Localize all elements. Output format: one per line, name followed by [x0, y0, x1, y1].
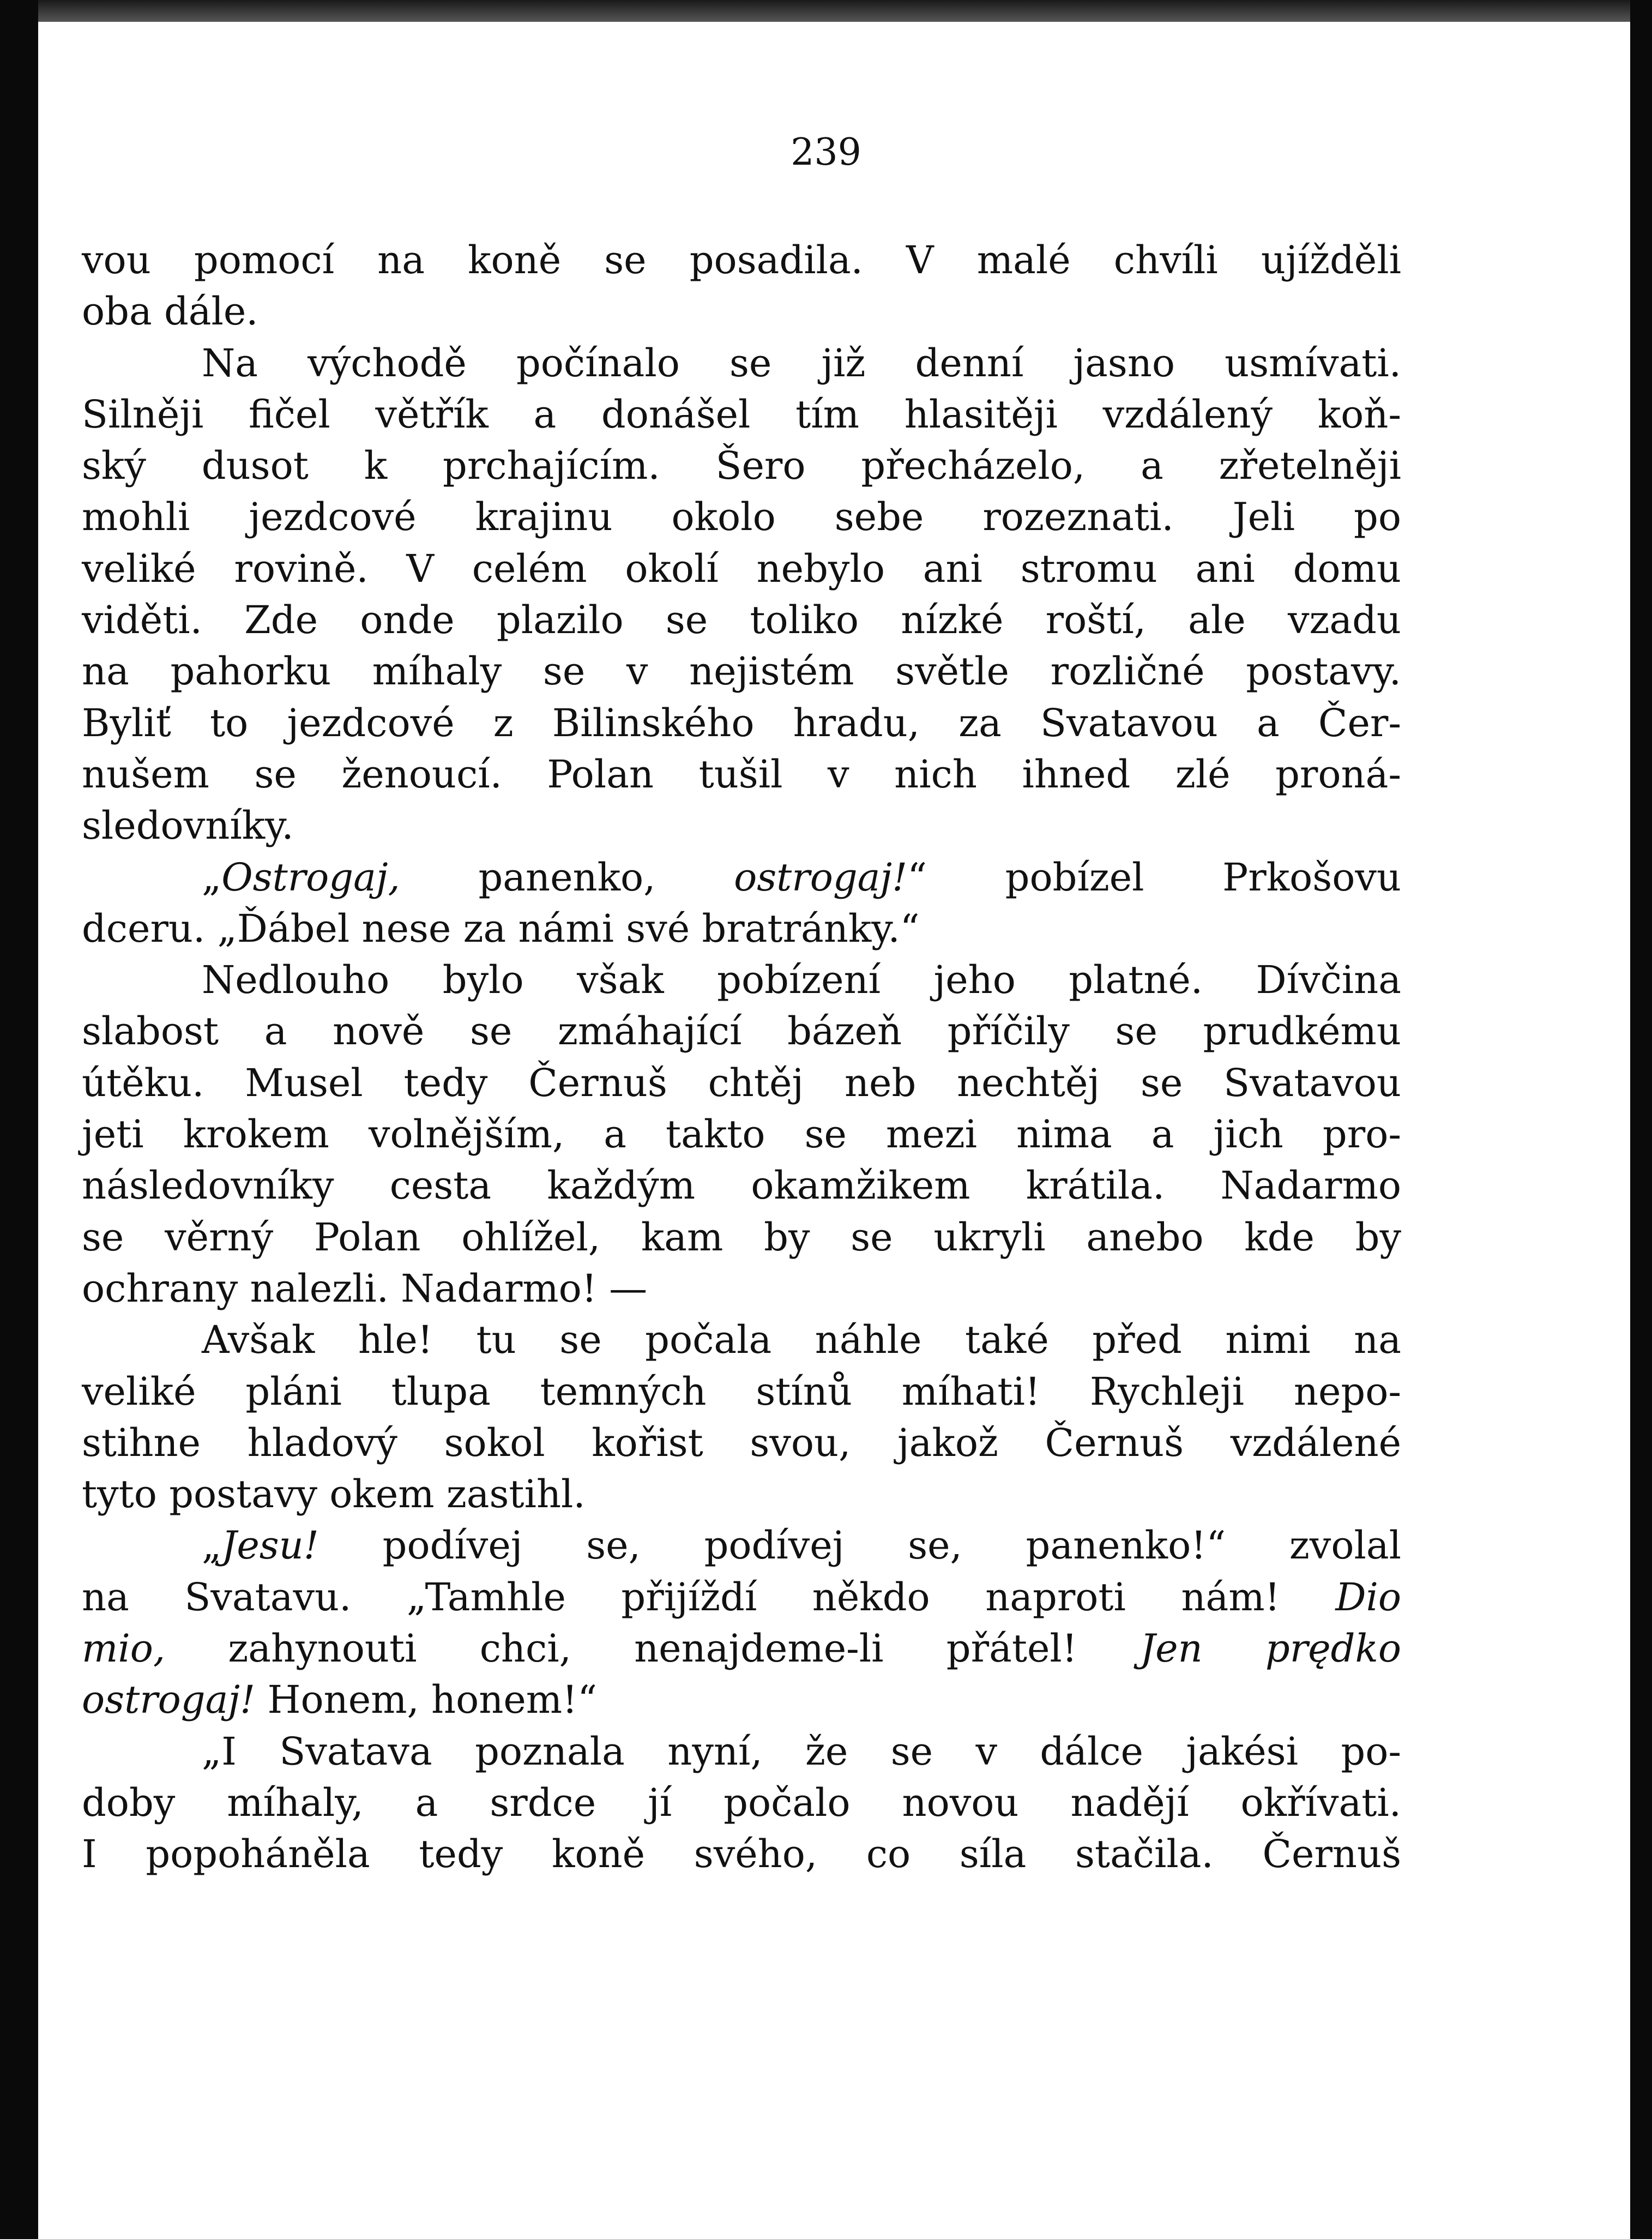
- text-segment: panenko,: [400, 854, 734, 900]
- text-line: [82, 1366, 1401, 1417]
- italic-text: Jesu!: [221, 1523, 319, 1568]
- text-segment: Na východě počínalo se již denní jasno usmívati.: [202, 340, 1401, 386]
- scan-edge-left: [0, 0, 38, 2239]
- text-line: [82, 697, 1401, 749]
- text-segment: Nedlouho bylo však pobízení jeho platné. Dívčina: [202, 958, 1401, 1003]
- text-segment: „: [202, 854, 222, 900]
- page-number: 239: [791, 131, 861, 174]
- italic-text: mio,: [82, 1626, 166, 1671]
- text-line: [82, 234, 1401, 286]
- text-segment: Silněji fičel větřík a donášel tím hlasitěji vzdálený koň-: [82, 392, 1401, 437]
- text-segment: sledovníky.: [82, 803, 294, 848]
- text-segment: se věrný Polan ohlížel, kam by se ukryli anebo kde by: [82, 1214, 1401, 1260]
- text-segment: „I Svatava poznala nyní, že se v dálce jakési po-: [202, 1729, 1401, 1774]
- text-line: [82, 749, 1401, 800]
- text-line: [82, 543, 1401, 594]
- text-line: [82, 1160, 1401, 1211]
- text-line: [82, 1828, 1401, 1880]
- text-line: [82, 852, 1401, 903]
- text-line: [82, 800, 1401, 851]
- text-line: [82, 338, 1401, 389]
- text-line: [82, 440, 1401, 491]
- text-segment: “ pobízel Prkošovu: [907, 854, 1401, 900]
- text-segment: „: [202, 1523, 222, 1568]
- text-segment: útěku. Musel tedy Černuš chtěj neb nechtěj se Svatavou: [82, 1060, 1401, 1105]
- text-line: [82, 1726, 1401, 1777]
- text-segment: Byliť to jezdcové z Bilinského hradu, za Svatavou a Čer-: [82, 700, 1401, 745]
- text-segment: I popoháněla tedy koně svého, co síla stačila. Černuš: [82, 1832, 1401, 1877]
- text-line: [82, 1468, 1401, 1520]
- text-line: [82, 903, 1401, 954]
- scan-edge-top: [0, 0, 1652, 22]
- text-line: [82, 1572, 1401, 1623]
- scan-edge-right: [1630, 0, 1652, 2239]
- text-segment: následovníky cesta každým okamžikem krátila. Nadarmo: [82, 1163, 1401, 1208]
- text-segment: zahynouti chci, nenajdeme-li přátel!: [165, 1626, 1141, 1671]
- text-line: [82, 1263, 1401, 1314]
- text-segment: tyto postavy okem zastihl.: [82, 1472, 586, 1517]
- text-line: [82, 389, 1401, 440]
- text-segment: na Svatavu. „Tamhle přijíždí někdo naproti nám!: [82, 1574, 1336, 1620]
- text-segment: veliké pláni tlupa temných stínů míhati! Rychleji nepo-: [82, 1369, 1401, 1414]
- text-segment: dceru. „Ďábel nese za námi své bratránky.“: [82, 906, 920, 951]
- text-segment: ský dusot k prchajícím. Šero přecházelo, a zřetelněji: [82, 443, 1401, 489]
- text-segment: ochrany nalezli. Nadarmo! —: [82, 1266, 648, 1311]
- text-line: [82, 1520, 1401, 1571]
- text-segment: Avšak hle! tu se počala náhle také před nimi na: [202, 1317, 1401, 1363]
- text-segment: na pahorku míhaly se v nejistém světle rozličné postavy.: [82, 649, 1401, 694]
- text-segment: doby míhaly, a srdce jí počalo novou nadějí okřívati.: [82, 1780, 1401, 1825]
- text-line: [82, 954, 1401, 1006]
- text-line: [82, 491, 1401, 543]
- text-segment: Honem, honem!“: [255, 1677, 598, 1723]
- body-text: [82, 234, 1401, 1880]
- text-segment: vou pomocí na koně se posadila. V malé chvíli ujížděli: [82, 238, 1401, 282]
- text-segment: stihne hladový sokol kořist svou, jakož Černuš vzdálené: [82, 1420, 1401, 1465]
- italic-text: Dio: [1335, 1574, 1401, 1620]
- italic-text: ostrogaj!: [734, 854, 908, 900]
- text-segment: jeti krokem volnějším, a takto se mezi nima a jich pro-: [82, 1112, 1401, 1157]
- text-line: [82, 1623, 1401, 1674]
- text-segment: nušem se ženoucí. Polan tušil v nich ihned zlé proná-: [82, 751, 1401, 797]
- text-segment: slabost a nově se zmáhající bázeň příčily se prudkému: [82, 1009, 1401, 1054]
- italic-text: ostrogaj!: [82, 1677, 256, 1723]
- italic-text: Jen prędko: [1140, 1626, 1401, 1671]
- text-line: [82, 594, 1401, 646]
- text-segment: veliké rovině. V celém okolí nebylo ani stromu ani domu: [82, 546, 1401, 591]
- text-line: [82, 1212, 1401, 1263]
- text-segment: oba dále.: [82, 289, 258, 334]
- text-line: [82, 1109, 1401, 1160]
- text-line: [82, 1417, 1401, 1468]
- text-segment: podívej se, podívej se, panenko!“ zvolal: [318, 1523, 1401, 1568]
- text-segment: mohli jezdcové krajinu okolo sebe rozeznati. Jeli po: [82, 495, 1401, 540]
- text-line: [82, 646, 1401, 697]
- text-line: [82, 1314, 1401, 1365]
- text-segment: viděti. Zde onde plazilo se toliko nízké roští, ale vzadu: [82, 598, 1401, 643]
- italic-text: Ostrogaj,: [221, 854, 400, 900]
- text-line: [82, 1006, 1401, 1057]
- text-line: [82, 1777, 1401, 1828]
- text-line: [82, 1057, 1401, 1109]
- text-line: [82, 1674, 1401, 1725]
- text-line: [82, 286, 1401, 337]
